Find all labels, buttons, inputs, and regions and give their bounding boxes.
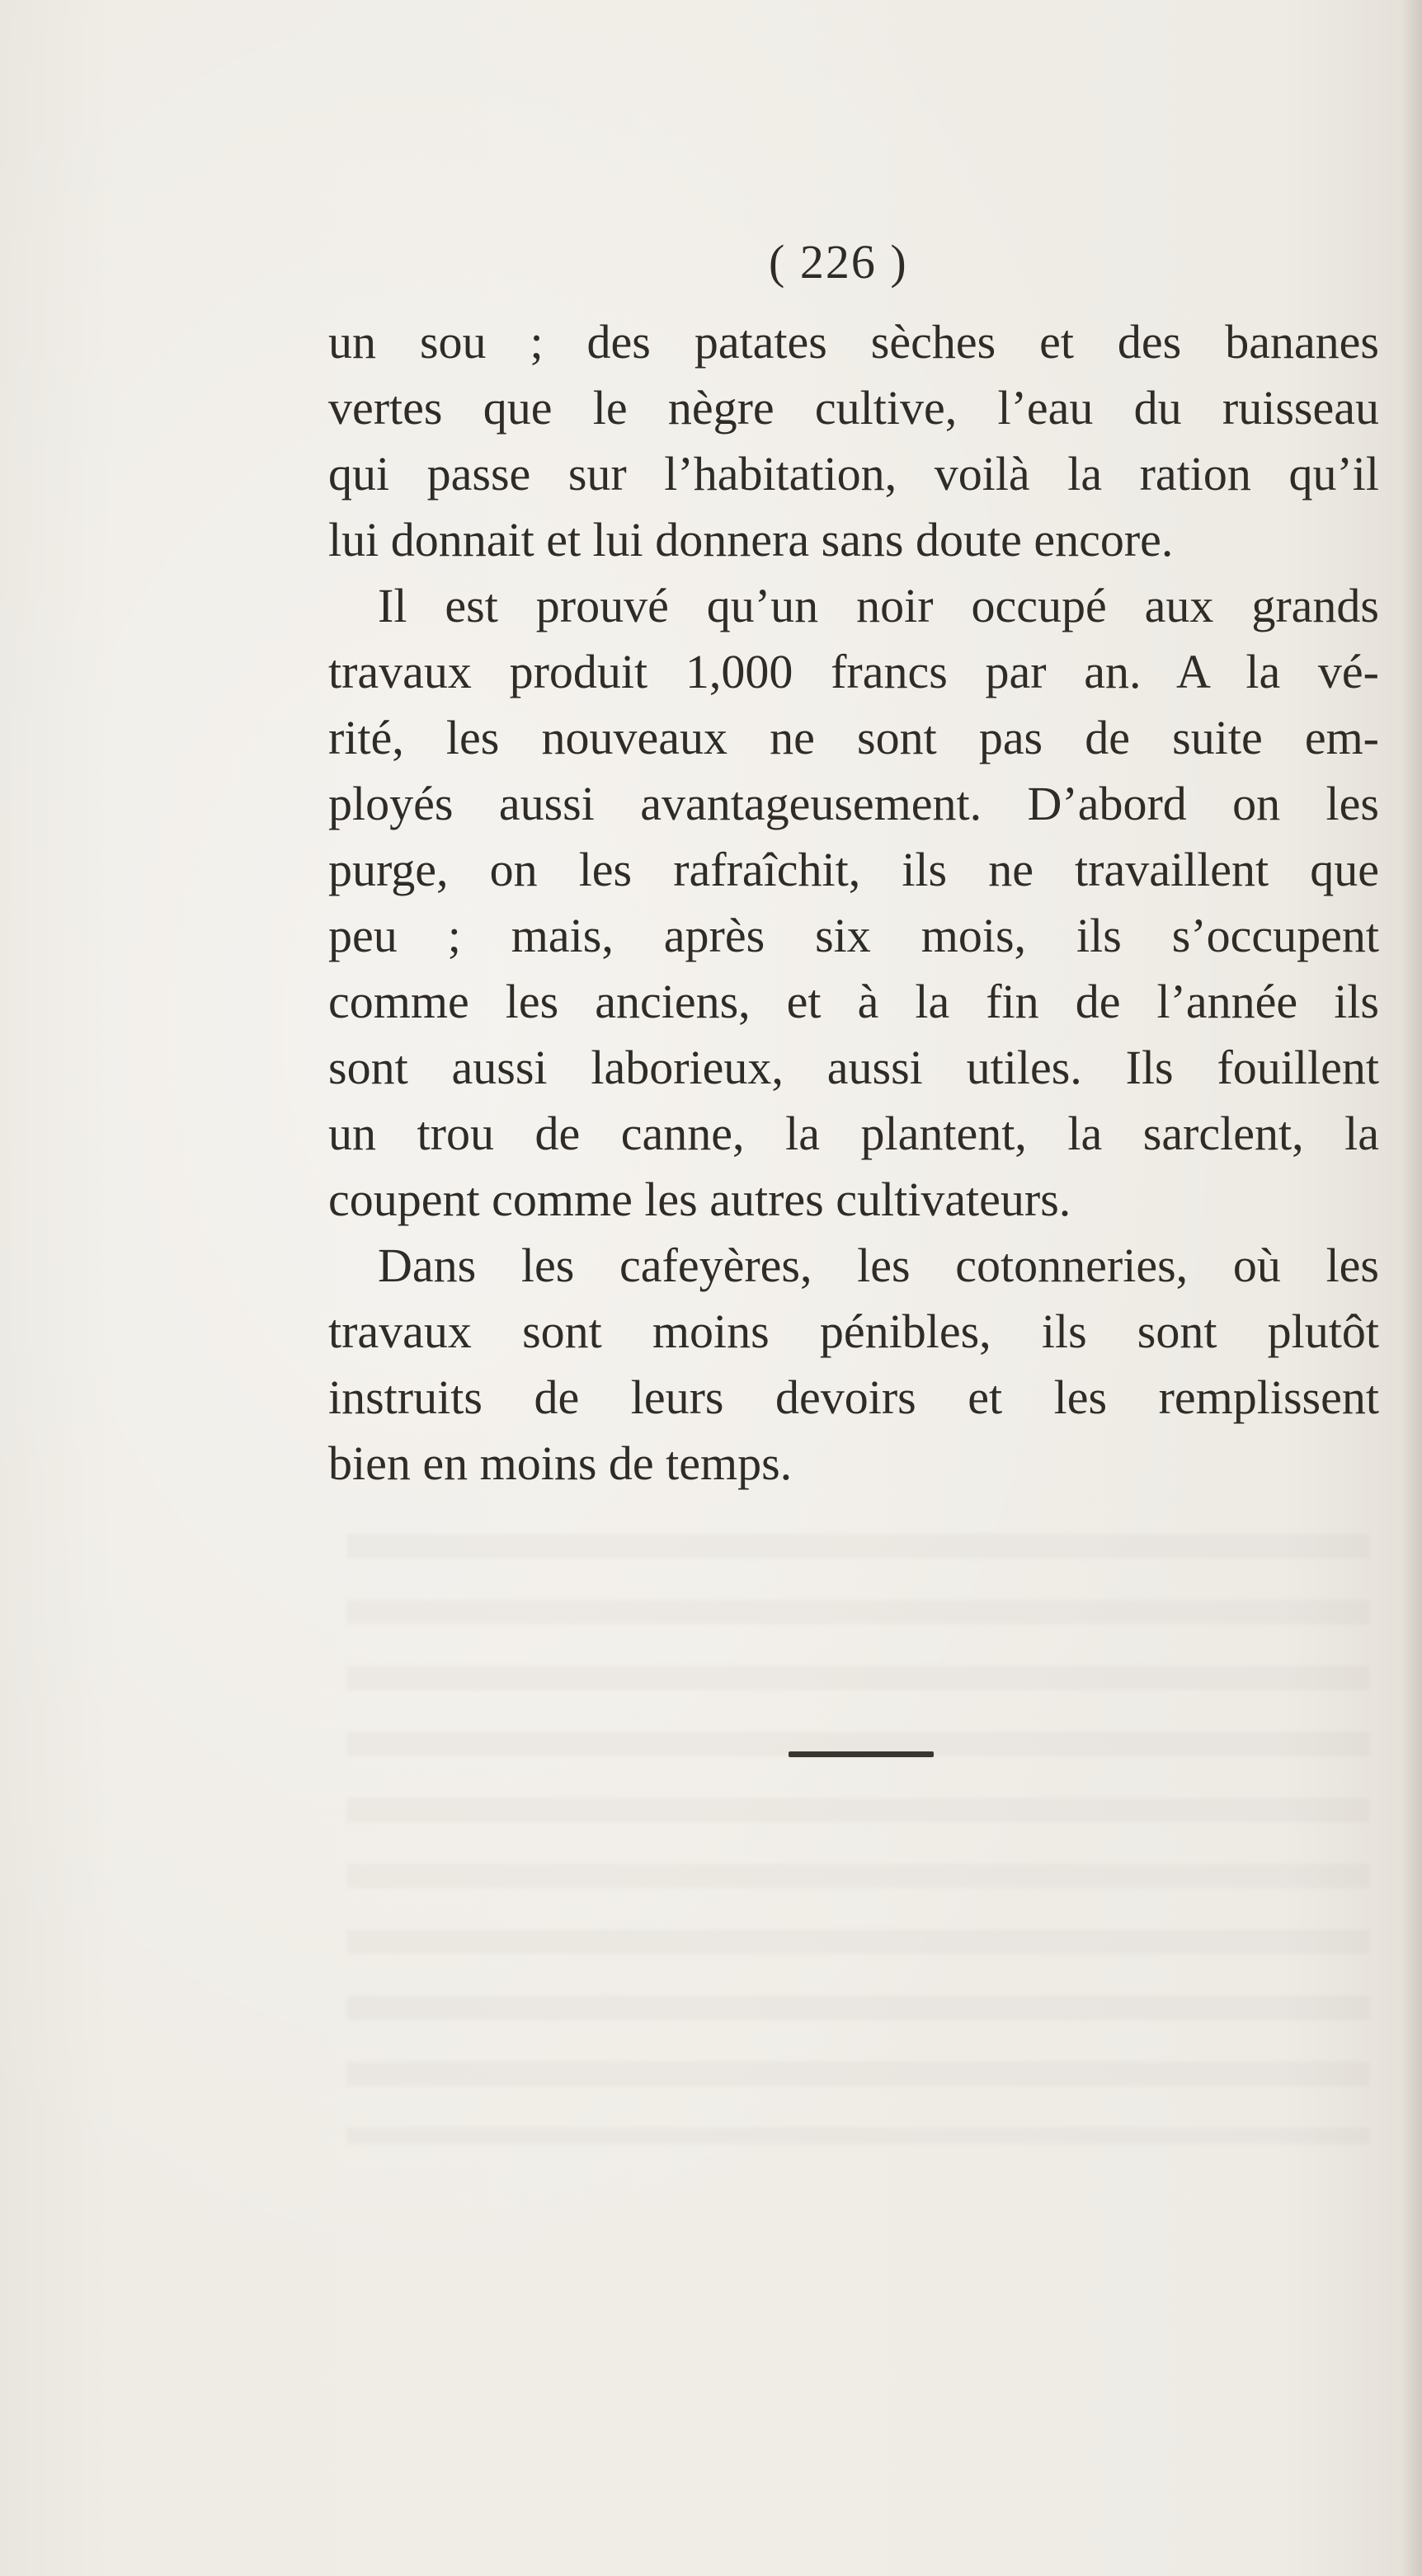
text-line: un sou ; des patates sèches et des bananes [328, 315, 1379, 369]
show-through-text [346, 1534, 1369, 2144]
text-line: coupent comme les autres cultivateurs. [328, 1173, 1071, 1226]
text-line: vertes que le nègre cultive, l’eau du ruisseau [328, 381, 1379, 435]
page-edge-shadow [1401, 0, 1422, 2576]
text-line: bien en moins de temps. [328, 1436, 793, 1490]
text-line: travaux produit 1,000 francs par an. A la vé- [328, 645, 1379, 698]
text-line: travaux sont moins pénibles, ils sont plutôt [328, 1304, 1379, 1358]
text-line: peu ; mais, après six mois, ils s’occupent [328, 909, 1379, 962]
text-line: purge, on les rafraîchit, ils ne travaillent que [328, 843, 1379, 896]
text-line: qui passe sur l’habitation, voilà la ration qu’il [328, 447, 1379, 501]
paragraph-start-line: Dans les cafeyères, les cotonneries, où les [378, 1239, 1379, 1292]
text-line: un trou de canne, la plantent, la sarclent, la [328, 1107, 1379, 1160]
text-line: comme les anciens, et à la fin de l’année ils [328, 975, 1379, 1028]
text-line: rité, les nouveaux ne sont pas de suite em- [328, 711, 1379, 764]
text-line: lui donnait et lui donnera sans doute encore. [328, 513, 1174, 566]
page-number: ( 226 ) [769, 235, 908, 289]
body-text [328, 309, 1379, 1497]
text-line: instruits de leurs devoirs et les remplissent [328, 1370, 1379, 1424]
text-line: sont aussi laborieux, aussi utiles. Ils fouillent [328, 1041, 1379, 1094]
text-line: ployés aussi avantageusement. D’abord on les [328, 777, 1379, 830]
section-divider-rule [789, 1751, 934, 1757]
paragraph-start-line: Il est prouvé qu’un noir occupé aux grands [378, 579, 1379, 632]
